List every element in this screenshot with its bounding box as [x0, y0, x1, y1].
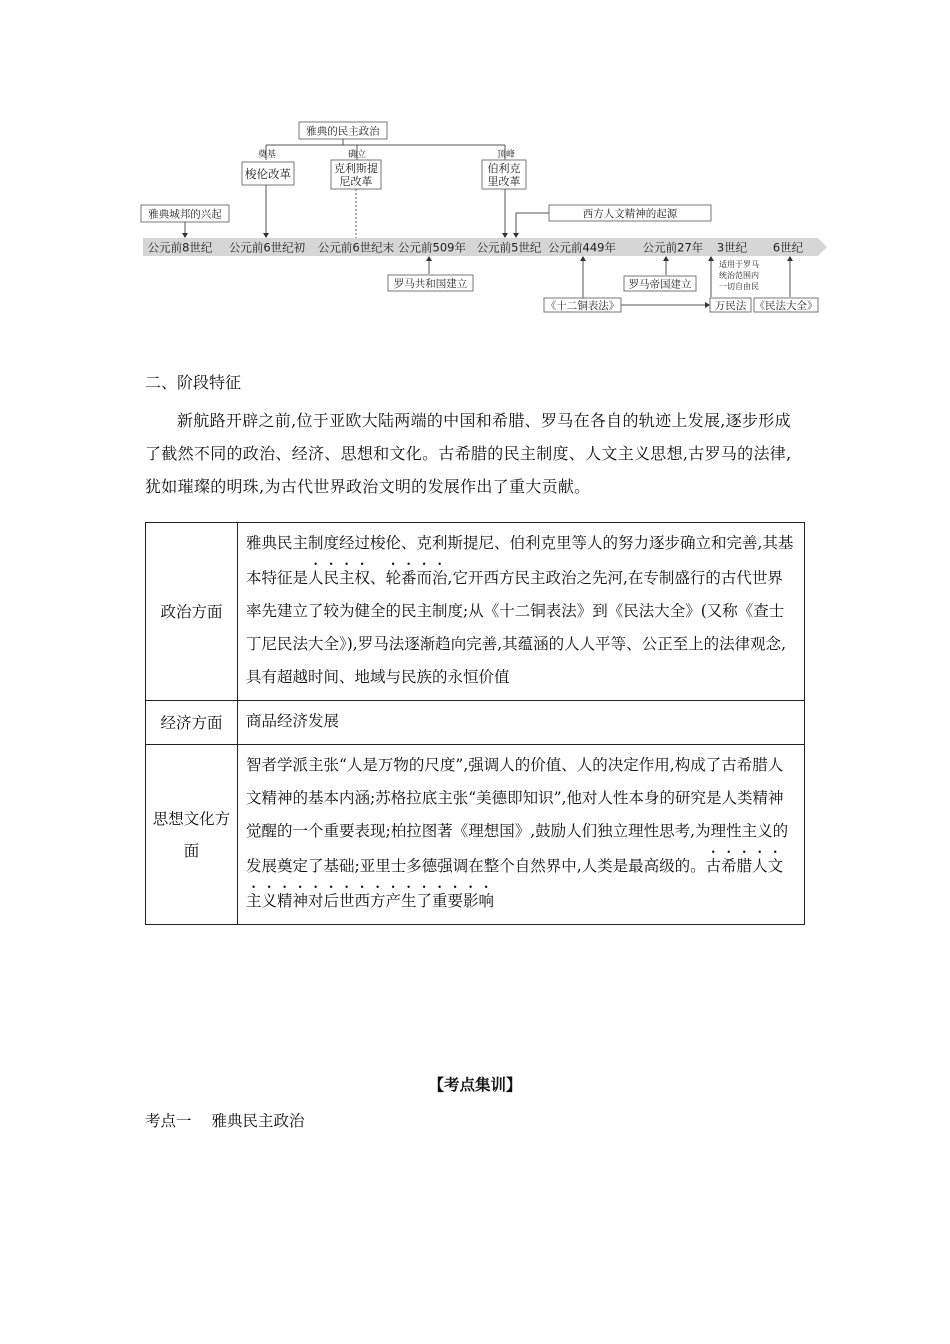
features-table — [145, 522, 805, 925]
roman-empire-text: 罗马帝国建立 — [628, 278, 692, 291]
kaodian-title: 雅典民主政治 — [211, 1112, 305, 1130]
politics-text-a: 雅典民主制度经过梭伦、克利斯提尼、伯利克里等人的努力逐步确立和完善,其基本特征是 — [246, 534, 794, 587]
timeline-label: 公元前449年 — [548, 240, 616, 255]
politics-label: 政治方面 — [146, 523, 238, 701]
note-line-1: 适用于罗马 — [719, 260, 759, 269]
economy-content: 商品经济发展 — [238, 701, 805, 745]
branch-label-foundation: 奠基 — [257, 150, 277, 160]
timeline-diagram — [0, 0, 950, 330]
timeline-label: 公元前6世纪初 — [228, 240, 306, 255]
timeline-label: 公元前509年 — [398, 240, 466, 255]
cleisthenes-reform-line1: 克利斯提 — [334, 162, 378, 175]
athens-democracy-text: 雅典的民主政治 — [306, 125, 380, 138]
timeline-label: 公元前27年 — [642, 240, 704, 255]
politics-emphasis: 人民主权、轮番而治 — [308, 569, 448, 587]
table-row — [146, 745, 805, 925]
politics-text-b: ,它开西方民主政治之先河,在专制盛行的古代世界率先建立了较为健全的民主制度;从《十二铜表法》到《民法大全》(又称《查士丁尼民法大全》),罗马法逐渐趋向完善,其蕴涵的人人平等、公正至上的法律观念,具有超越时间、地域与民族的永恒价值 — [246, 569, 787, 686]
roman-republic-text: 罗马共和国建立 — [393, 278, 468, 290]
politics-content — [238, 523, 805, 701]
timeline-label: 6世纪 — [772, 240, 804, 255]
economy-label: 经济方面 — [146, 701, 238, 745]
humanism-origin-text: 西方人文精神的起源 — [582, 208, 678, 220]
timeline-label: 3世纪 — [716, 240, 748, 255]
table-row — [146, 523, 805, 701]
intro-paragraph: 新航路开辟之前,位于亚欧大陆两端的中国和希腊、罗马在各自的轨迹上发展,逐步形成了截然不同的政治、经济、思想和文化。古希腊的民主制度、人文主义思想,古罗马的法律,犹如璀璨的明珠,为古代世界政治文明的发展作出了重大贡献。 — [145, 411, 792, 496]
twelve-tables-text: 《十二铜表法》 — [545, 300, 620, 312]
branch-label-establish: 确立 — [347, 150, 367, 160]
arrow-humanism-origin — [516, 213, 549, 236]
branch-label-peak: 顶峰 — [496, 150, 516, 160]
culture-emphasis: 古希腊人文主义精神对后世西方产生了重要影响 — [246, 857, 784, 910]
culture-text-a: 智者学派主张“人是万物的尺度”,强调人的价值、人的决定作用,构成了古希腊人文精神的基本内涵;苏格拉底主张“美德即知识”,他对人性本身的研究是人类精神觉醒的一个重要表现;柏拉图著《理想国》,鼓励人们独立理性思考,为理性主义的发展奠定了基础;亚里士多德强调在整个自然界中,人类是最高级的。 — [246, 756, 789, 875]
corpus-text: 《民法大全》 — [754, 300, 818, 312]
cleisthenes-reform-line2: 尼改革 — [339, 175, 373, 188]
pericles-reform-line2: 里改革 — [487, 175, 521, 188]
culture-label: 思想文化方面 — [146, 745, 238, 925]
section-title: 二、阶段特征 — [145, 373, 242, 392]
solon-reform-text: 梭伦改革 — [245, 167, 291, 181]
athens-rise-text: 雅典城邦的兴起 — [148, 208, 222, 221]
jus-gentium-text: 万民法 — [714, 300, 747, 312]
note-line-2: 统治范围内 — [719, 271, 759, 280]
kaodian-label: 考点一 — [145, 1112, 192, 1130]
culture-content — [238, 745, 805, 925]
timeline-label: 公元前8世纪 — [147, 240, 213, 255]
note-line-3: 一切自由民 — [719, 282, 759, 291]
training-title: 【考点集训】 — [428, 1075, 522, 1094]
kaodian-heading — [145, 1109, 305, 1131]
timeline-label: 公元前6世纪末 — [317, 240, 395, 255]
table-row — [146, 701, 805, 745]
timeline-label: 公元前5世纪 — [476, 240, 542, 255]
pericles-reform-line1: 伯利克 — [487, 162, 521, 175]
